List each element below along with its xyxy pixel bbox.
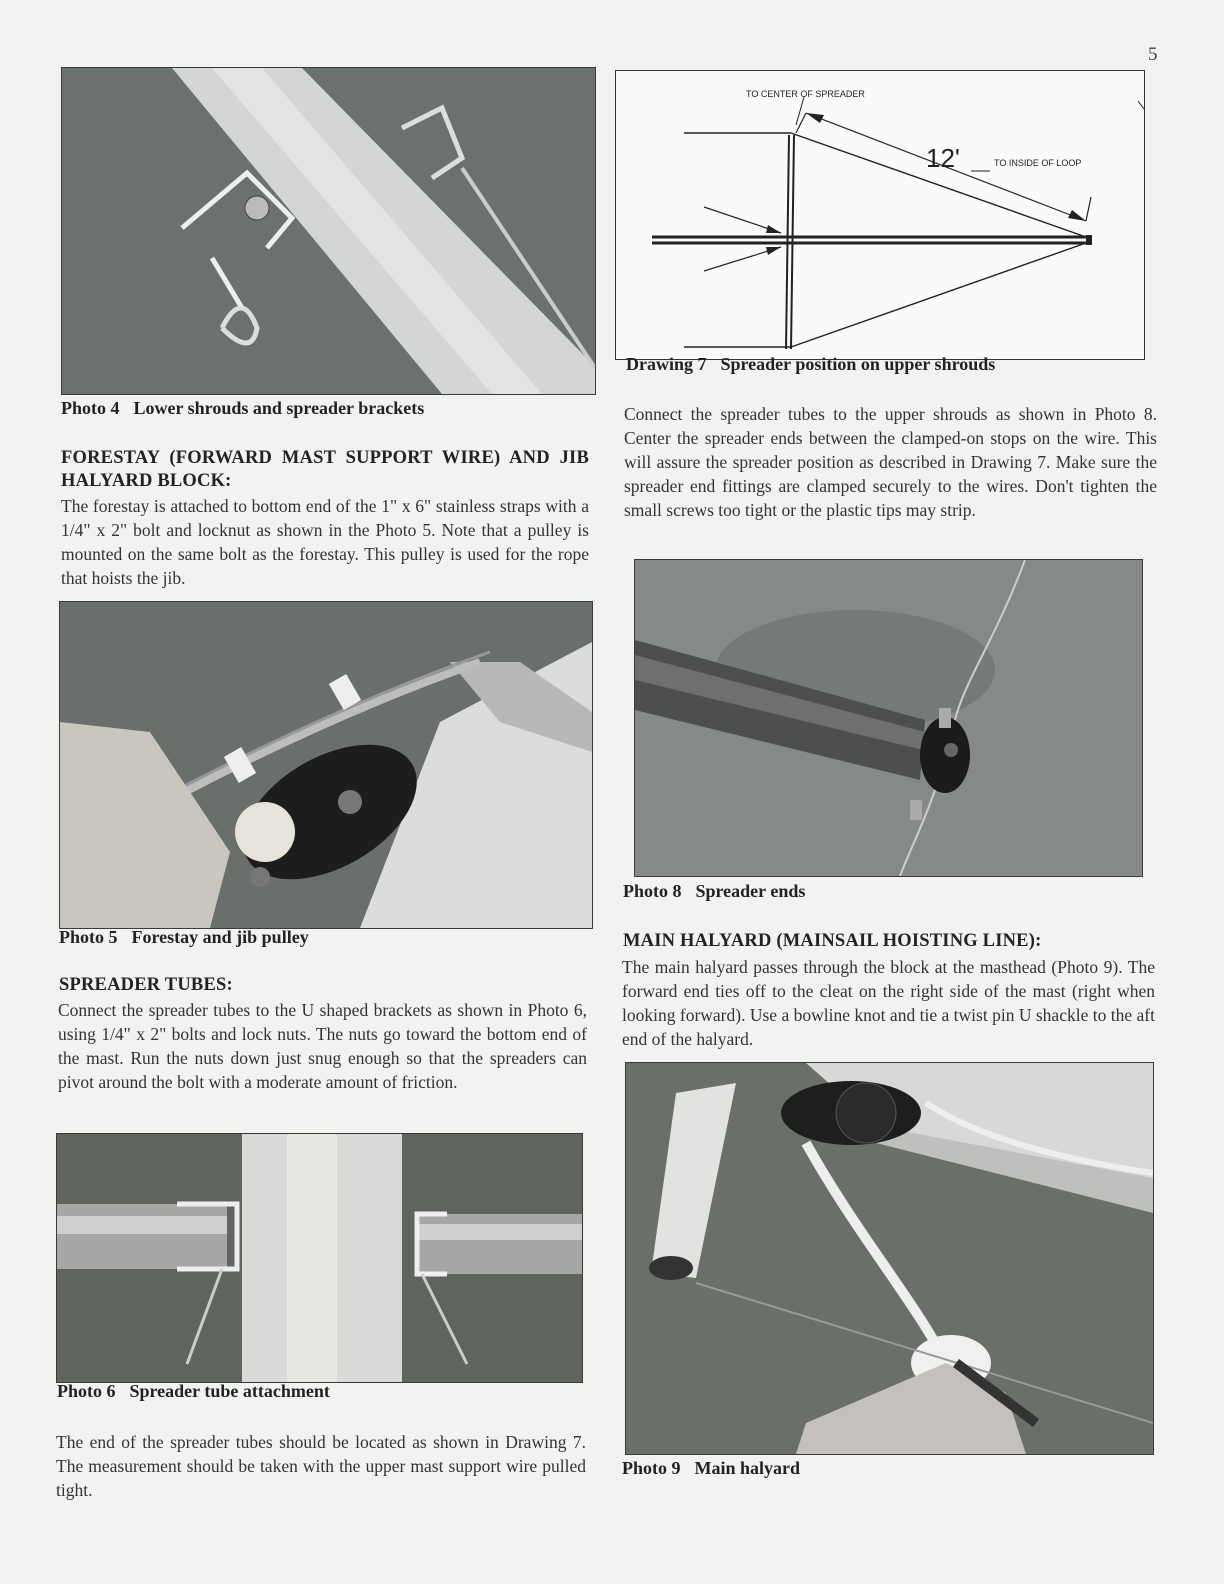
photo-5-caption (59, 927, 309, 948)
main-halyard-heading: MAIN HALYARD (MAINSAIL HOISTING LINE): (623, 931, 1042, 951)
photo-8-caption-text: Spreader ends (695, 881, 806, 901)
spreader-end-text: The end of the spreader tubes should be located as shown in Drawing 7. The measurement should be taken with the upper mast support wire pulled tight. (56, 1432, 586, 1500)
photo-9-caption-text: Main halyard (694, 1458, 801, 1478)
spreader-tubes-heading: SPREADER TUBES: (59, 975, 233, 995)
drawing-7-label-loop: TO INSIDE OF LOOP (994, 158, 1082, 168)
spreader-tubes-body: Connect the spreader tubes to the U shaped brackets as shown in Photo 6, using 1/4" x 2" bolts and lock nuts. The nuts go toward the bottom end of the mast. Run the nuts down just snug enough so that the spreaders can pivot around the bolt with a moderate amount of friction. (58, 1000, 587, 1092)
drawing-7-caption-text: Spreader position on upper shrouds (720, 354, 996, 374)
photo-6-caption-text: Spreader tube attachment (129, 1381, 330, 1401)
photo-9-number: Photo 9 (622, 1458, 681, 1478)
connect-spreader-text: Connect the spreader tubes to the upper shrouds as shown in Photo 8. Center the spreader ends between the clamped-on stops on the wire. This will assure the spreader position as described in Drawing 7. Make sure the spreader end fittings are clamped securely to the wires. Don't tighten the small screws too tight or the plastic tips may strip. (624, 404, 1157, 520)
photo-8-caption (623, 881, 805, 902)
photo-8-image (634, 559, 1143, 877)
drawing-7 (615, 70, 1145, 360)
main-halyard-body: The main halyard passes through the block at the masthead (Photo 9). The forward end ties off to the cleat on the right side of the mast (right when looking forward). Use a bowline knot and tie a twist pin U shackle to the aft end of the halyard. (622, 957, 1155, 1049)
photo-4-caption (61, 398, 424, 419)
photo-6-number: Photo 6 (57, 1381, 116, 1401)
forestay-heading: FORESTAY (FORWARD MAST SUPPORT WIRE) AND JIB HALYARD BLOCK: (61, 448, 589, 491)
forestay-body: The forestay is attached to bottom end of the 1" x 6" stainless straps with a 1/4" x 2" bolt and locknut as shown in the Photo 5. Note that a pulley is mounted on the same bolt as the forestay. This pulley is used for the rope that hoists the jib. (61, 496, 589, 588)
drawing-7-number: Drawing 7 (626, 354, 707, 374)
drawing-7-caption (626, 354, 995, 375)
photo-4-number: Photo 4 (61, 398, 120, 418)
photo-9-caption (622, 1458, 800, 1479)
page-number: 5 (1148, 44, 1158, 65)
photo-5-number: Photo 5 (59, 927, 118, 947)
drawing-7-label-center: TO CENTER OF SPREADER (746, 89, 865, 99)
drawing-7-measurement: 12' (926, 143, 960, 173)
photo-8-number: Photo 8 (623, 881, 682, 901)
photo-6-image (56, 1133, 583, 1383)
photo-4-caption-text: Lower shrouds and spreader brackets (133, 398, 425, 418)
photo-5-image (59, 601, 593, 929)
photo-4-image (61, 67, 596, 395)
photo-9-image (625, 1062, 1154, 1455)
photo-6-caption (57, 1381, 330, 1402)
photo-5-caption-text: Forestay and jib pulley (131, 927, 309, 947)
